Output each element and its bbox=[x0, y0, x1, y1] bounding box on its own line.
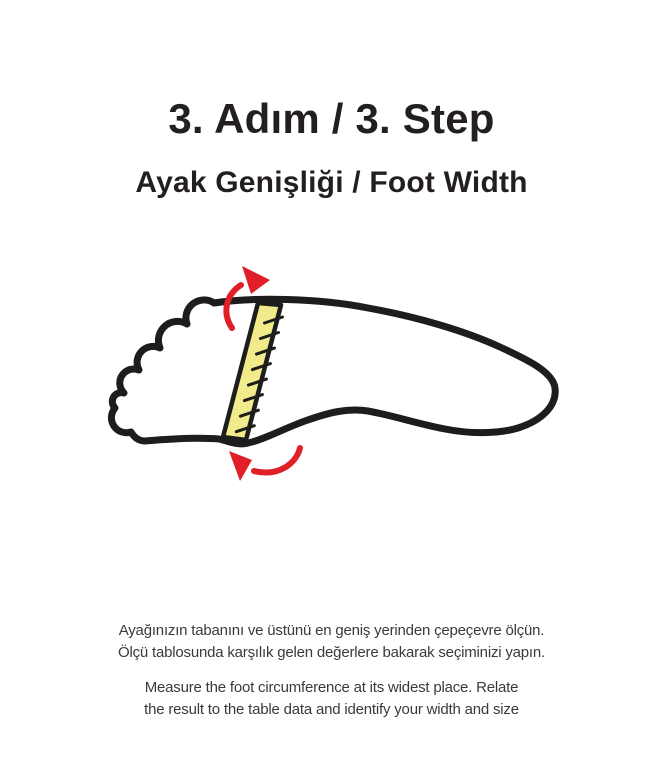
instructions-turkish-line2: Ölçü tablosunda karşılık gelen değerlere bakarak seçiminizi yapın. bbox=[117, 643, 546, 661]
rotate-arrow-top-head bbox=[242, 266, 270, 294]
rotate-arrow-bottom-tail bbox=[254, 448, 300, 472]
instructions-english-line1: Measure the foot circumference at its widest place. Relate bbox=[144, 679, 519, 696]
rotate-arrow-bottom-head bbox=[229, 451, 252, 481]
instructions-turkish-line1: Ayağınızın tabanını ve üstünü en geniş yerinden çepeçevre ölçün. bbox=[118, 622, 545, 639]
instructions-turkish bbox=[0, 620, 663, 663]
page-subtitle: Ayak Genişliği / Foot Width bbox=[135, 166, 528, 199]
instructions-english bbox=[0, 677, 663, 720]
instructions-english-line2: the result to the table data and identify your width and size bbox=[144, 700, 519, 718]
page-title: 3. Adım / 3. Step bbox=[168, 95, 495, 142]
rotate-arrow-bottom bbox=[229, 448, 300, 481]
